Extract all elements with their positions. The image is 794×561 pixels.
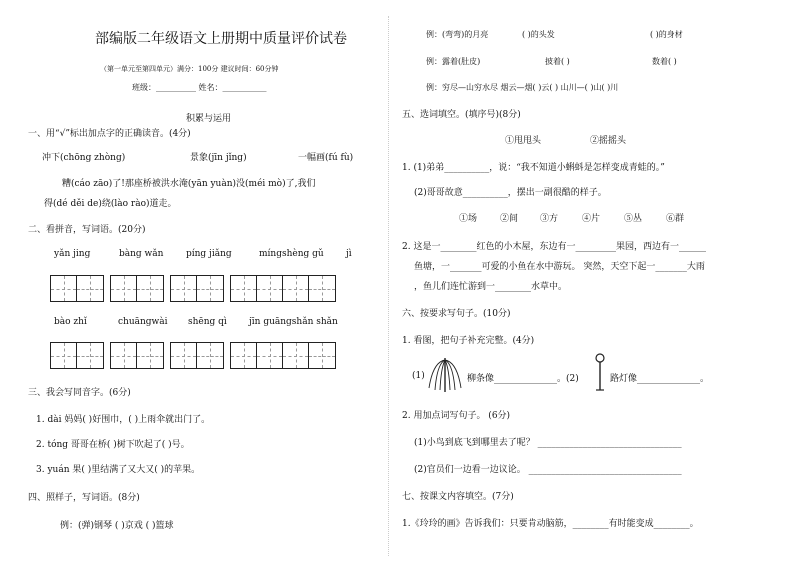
exam-meta: （第一单元至第四单元）满分：100分 建议时间：60分钟 xyxy=(100,65,279,73)
word-box[interactable] xyxy=(230,342,336,369)
column-divider xyxy=(388,16,389,556)
q5-measure-3: ③方 xyxy=(540,214,559,224)
q6-title: 六、按要求写句子。(10分) xyxy=(402,309,511,319)
word-box[interactable] xyxy=(110,342,164,369)
q6-fill-label: (1) xyxy=(412,371,425,381)
q6-lamp-line: 路灯像______________。 xyxy=(610,374,710,384)
writing-grid-row-2 xyxy=(50,342,336,369)
q5-measure-4: ④片 xyxy=(582,214,601,224)
q5-measure-6: ⑥群 xyxy=(666,214,685,224)
q4-ex3: 例：穷尽—山穷水尽 烟云—烟( )云( ) 山川—( )山( )川 xyxy=(426,83,619,92)
q5-measure-1: ①场 xyxy=(459,214,478,224)
q5-line-3: 2. 这是一________红色的小木屋，东边有一_________果园，西边有一______ xyxy=(402,242,706,252)
word-box[interactable] xyxy=(50,342,104,369)
word-box[interactable] xyxy=(170,275,224,302)
pinyin-6: bào zhǐ xyxy=(54,317,87,327)
q5-line-5: ，鱼儿们连忙游到一________水草中。 xyxy=(414,282,568,292)
q1-item-2: 景象(jīn jǐng) xyxy=(190,153,247,163)
q1-line-2: 糟(cáo zāo)了!那座桥被洪水淹(yān yuàn)没(méi mò)了,我们 xyxy=(62,179,316,189)
q4-ex1a: 例：(弯弯)的月亮 xyxy=(426,30,489,39)
q5-measure-5: ⑤丛 xyxy=(624,214,643,224)
word-box[interactable] xyxy=(230,275,336,302)
q4-ex2a: 例：露着(肚皮) xyxy=(426,57,481,66)
q5-measure-2: ②间 xyxy=(500,214,519,224)
word-box[interactable] xyxy=(50,275,104,302)
q6-sub-1: 1. 看图，把句子补充完整。(4分) xyxy=(402,336,535,346)
writing-grid-row-1 xyxy=(50,275,336,302)
pinyin-2: bàng wǎn xyxy=(119,249,164,259)
q6-sentence-2: (2)官员们一边看一边议论。 __________________________________ xyxy=(414,465,682,475)
q5-line-2: (2)哥哥故意__________，摆出一副很酷的样子。 xyxy=(414,188,607,198)
pinyin-4: míngshèng gǔ xyxy=(259,249,324,259)
q5-title: 五、选词填空。(填序号)(8分) xyxy=(402,110,521,120)
q1-item-1: 冲下(chōng zhòng) xyxy=(42,153,126,163)
q5-line-4: 鱼塘，一_______可爱的小鱼在水中游玩。 突然，天空下起一_______大雨 xyxy=(414,262,705,272)
class-name-line: 班级：__________ 姓名：___________ xyxy=(132,83,267,92)
section-title: 积累与运用 xyxy=(186,114,232,124)
q5-line-1: 1. (1)弟弟__________，说：“我不知道小蝌蚪是怎样变成青蛙的。” xyxy=(402,163,665,173)
q7-line-1: 1.《玲玲的画》告诉我们：只要肯动脑筋，________有时能变成________。 xyxy=(402,519,699,529)
pinyin-5: jì xyxy=(346,249,352,259)
q6-sentence-1: (1)小鸟到底飞到哪里去了呢？ ________________________________ xyxy=(414,438,682,448)
q5-option-2: ②摇摇头 xyxy=(590,136,627,146)
q5-option-1: ①甩甩头 xyxy=(505,136,542,146)
q3-line-2: 2. tóng 哥哥在桥( )树下吹起了( )号。 xyxy=(36,440,190,450)
q3-title: 三、我会写同音字。(6分) xyxy=(28,388,131,398)
word-box[interactable] xyxy=(170,342,224,369)
q6-sub-2: 2. 用加点词写句子。 (6分) xyxy=(402,411,511,421)
page-title: 部编版二年级语文上册期中质量评价试卷 xyxy=(95,31,347,47)
q1-line-3: 得(dé děi de)绕(lào rào)道走。 xyxy=(44,199,177,209)
word-box[interactable] xyxy=(110,275,164,302)
q3-line-3: 3. yuán 果( )里结满了又大又( )的苹果。 xyxy=(36,465,201,475)
q1-title: 一、用“√”标出加点字的正确读音。(4分) xyxy=(28,129,191,139)
pinyin-7: chuāngwài xyxy=(118,317,168,327)
q4-title: 四、照样子，写词语。(8分) xyxy=(28,493,140,503)
q2-title: 二、看拼音，写词语。(20分) xyxy=(28,225,146,235)
q4-ex1c: ( )的身材 xyxy=(650,30,683,39)
q7-title: 七、按课文内容填空。(7分) xyxy=(402,492,514,502)
street-lamp-icon xyxy=(592,350,608,392)
pinyin-1: yǎn jing xyxy=(54,249,91,259)
q4-ex1b: ( )的头发 xyxy=(522,30,555,39)
q1-item-3: 一幅画(fú fù) xyxy=(298,153,354,163)
q4-ex2c: 数着( ) xyxy=(652,57,677,66)
pinyin-8: shēng qì xyxy=(188,317,227,327)
q4-ex2b: 披着( ) xyxy=(545,57,570,66)
pinyin-3: píng jiǎng xyxy=(186,249,232,259)
pinyin-9: jīn guāngshǎn shǎn xyxy=(249,317,338,327)
willow-icon xyxy=(425,352,465,394)
q4-line: 例：(弹)钢琴 ( )京戏 ( )篮球 xyxy=(60,521,174,531)
q3-line-1: 1. dài 妈妈( )好围巾，( )上雨伞就出门了。 xyxy=(36,415,211,425)
q6-willow-line: 柳条像______________。(2) xyxy=(467,374,579,384)
